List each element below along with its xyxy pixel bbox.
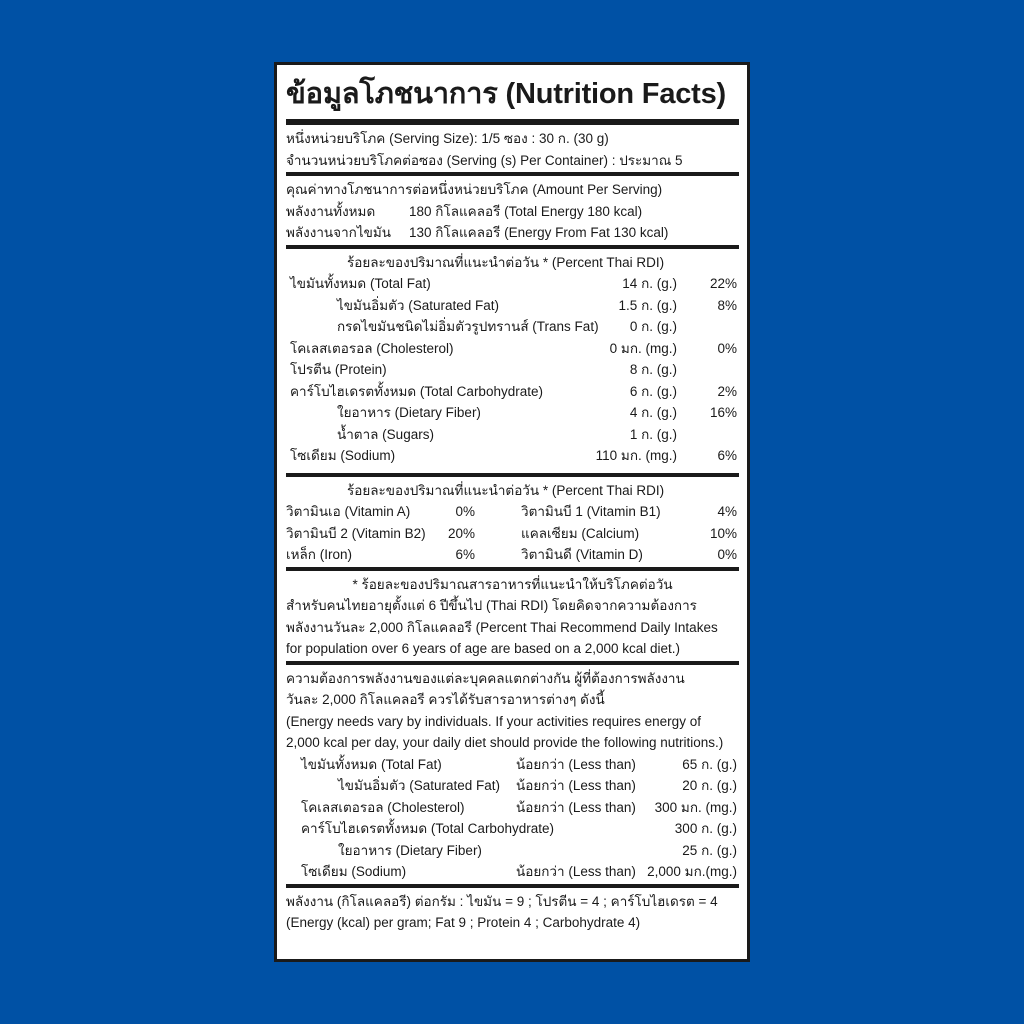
nutrient-row — [286, 402, 739, 424]
cell-text: 2,000 kcal per day, your daily diet should provide the following nutritions.) — [286, 735, 724, 750]
cell-text: วิตามินบี 1 (Vitamin B1) — [521, 504, 661, 519]
cell-text: (Energy needs vary by individuals. If your activities requires energy of — [286, 713, 701, 729]
cell-text: ร้อยละของปริมาณที่แนะนำต่อวัน * (Percent Thai RDI) — [347, 254, 665, 270]
footnote-line — [286, 574, 739, 596]
limit-row — [286, 818, 739, 840]
rdi-heading — [286, 480, 739, 502]
cell-text: 1 ก. (g.) — [629, 426, 677, 442]
cell-text: 1.5 ก. (g.) — [618, 297, 677, 313]
divider — [286, 567, 739, 571]
divider — [286, 473, 739, 477]
footnote-line — [286, 617, 739, 639]
cell-text: พลังงาน (กิโลแคลอรี) ต่อกรัม : ไขมัน = 9 ; โปรตีน = 4 ; คาร์โบไฮเดรต = 4 — [286, 893, 718, 909]
cell-text: 10% — [709, 525, 737, 541]
fat-energy-label: พลังงานจากไขมัน — [286, 225, 391, 240]
cell-text: ใยอาหาร (Dietary Fiber) — [338, 842, 482, 858]
cell-text: จำนวนหน่วยบริโภคต่อซอง (Serving (s) Per Container) : ประมาณ 5 — [286, 152, 683, 168]
limit-row — [286, 861, 739, 883]
rdi-heading — [286, 252, 739, 274]
vitamin-row — [286, 501, 739, 523]
cell-text: 0 มก. (mg.) — [609, 340, 677, 356]
cell-text: คุณค่าทางโภชนาการต่อหนึ่งหน่วยบริโภค (Amount Per Serving) — [286, 182, 663, 197]
cell-text: 300 ก. (g.) — [674, 821, 737, 836]
vitamin-row — [286, 544, 739, 566]
cell-text: 65 ก. (g.) — [682, 756, 737, 772]
cell-text: ไขมันอิ่มตัว (Saturated Fat) — [337, 297, 500, 313]
cell-text: น้อยกว่า (Less than) — [516, 864, 636, 879]
divider — [286, 661, 739, 665]
energy-per-gram-line — [286, 891, 739, 913]
serving-size — [286, 128, 739, 150]
cell-text: ไขมันทั้งหมด (Total Fat) — [301, 756, 442, 772]
cell-text: วิตามินเอ (Vitamin A) — [286, 504, 411, 519]
cell-text: 2,000 มก.(mg.) — [647, 864, 737, 879]
cell-text: 25 ก. (g.) — [682, 842, 737, 858]
cell-text: 300 มก. (mg.) — [654, 799, 737, 815]
nutrient-row — [286, 273, 739, 295]
label-title: ข้อมูลโภชนาการ (Nutrition Facts) — [286, 78, 727, 110]
cell-text: โคเลสเตอรอล (Cholesterol) — [290, 340, 454, 356]
cell-text: โซเดียม (Sodium) — [301, 864, 407, 879]
total-energy-value: 180 กิโลแคลอรี (Total Energy 180 kcal) — [409, 203, 643, 219]
cell-text: 4% — [717, 504, 737, 519]
footnote-line — [286, 638, 739, 660]
divider — [286, 119, 739, 125]
divider — [286, 884, 739, 888]
servings-per-container — [286, 150, 739, 172]
cell-text: 0% — [717, 340, 737, 356]
cell-text: 20 ก. (g.) — [682, 778, 737, 793]
cell-text: ไขมันอิ่มตัว (Saturated Fat) — [338, 778, 501, 793]
cell-text: for population over 6 years of age are based on a 2,000 kcal diet.) — [286, 641, 681, 656]
needs-text-line — [286, 668, 739, 690]
fat-energy-value: 130 กิโลแคลอรี (Energy From Fat 130 kcal) — [409, 225, 669, 240]
footnote-line — [286, 595, 739, 617]
cell-text: น้อยกว่า (Less than) — [516, 799, 636, 815]
cell-text: พลังงานวันละ 2,000 กิโลแคลอรี (Percent Thai Recommend Daily Intakes — [286, 619, 718, 635]
cell-text: 0% — [455, 504, 475, 519]
needs-text-line — [286, 711, 739, 733]
cell-text: โซเดียม (Sodium) — [290, 448, 396, 463]
energy-per-gram-line — [286, 912, 739, 934]
nutrient-row — [286, 359, 739, 381]
cell-text: วิตามินดี (Vitamin D) — [521, 547, 643, 562]
cell-text: 0 ก. (g.) — [629, 319, 677, 334]
cell-text: กรดไขมันชนิดไม่อิ่มตัวรูปทรานส์ (Trans Fat) — [337, 319, 599, 334]
nutrient-row — [286, 316, 739, 338]
cell-text: เหล็ก (Iron) — [286, 547, 352, 562]
nutrient-row — [286, 338, 739, 360]
vitamin-row — [286, 523, 739, 545]
needs-text-line — [286, 689, 739, 711]
cell-text: 110 มก. (mg.) — [595, 448, 677, 463]
cell-text: 2% — [717, 383, 737, 399]
cell-text: 8 ก. (g.) — [629, 362, 677, 377]
divider — [286, 172, 739, 176]
cell-text: * ร้อยละของปริมาณสารอาหารที่แนะนำให้บริโภคต่อวัน — [352, 576, 673, 592]
cell-text: ความต้องการพลังงานของแต่ละบุคคลแตกต่างกัน ผู้ที่ต้องการพลังงาน — [286, 670, 685, 686]
cell-text: โปรตีน (Protein) — [290, 362, 387, 377]
cell-text: 6% — [455, 547, 475, 562]
cell-text: 6 ก. (g.) — [629, 383, 677, 399]
needs-text-line — [286, 732, 739, 754]
cell-text: คาร์โบไฮเดรตทั้งหมด (Total Carbohydrate) — [290, 383, 543, 399]
cell-text: น้อยกว่า (Less than) — [516, 778, 636, 793]
cell-text: 6% — [717, 448, 737, 463]
cell-text: 20% — [447, 525, 475, 541]
cell-text: หนึ่งหน่วยบริโภค (Serving Size): 1/5 ซอง : 30 ก. (30 g) — [286, 131, 609, 146]
limit-row — [286, 797, 739, 819]
total-energy-label: พลังงานทั้งหมด — [286, 203, 376, 219]
cell-text: ร้อยละของปริมาณที่แนะนำต่อวัน * (Percent Thai RDI) — [347, 482, 665, 498]
cell-text: น้อยกว่า (Less than) — [516, 756, 636, 772]
cell-text: ใยอาหาร (Dietary Fiber) — [337, 405, 481, 420]
limit-row — [286, 775, 739, 797]
cell-text: 0% — [717, 547, 737, 562]
cell-text: น้ำตาล (Sugars) — [337, 426, 434, 442]
nutrient-row — [286, 381, 739, 403]
nutrient-row — [286, 424, 739, 446]
cell-text: วิตามินบี 2 (Vitamin B2) — [286, 525, 426, 541]
nutrient-row — [286, 445, 739, 467]
cell-text: 8% — [717, 297, 737, 313]
limit-row — [286, 754, 739, 776]
cell-text: โคเลสเตอรอล (Cholesterol) — [301, 799, 465, 815]
cell-text: 4 ก. (g.) — [629, 405, 677, 420]
cell-text: 16% — [709, 405, 737, 420]
cell-text: 22% — [709, 276, 737, 291]
cell-text: คาร์โบไฮเดรตทั้งหมด (Total Carbohydrate) — [301, 821, 554, 836]
cell-text: 14 ก. (g.) — [622, 276, 677, 291]
cell-text: ไขมันทั้งหมด (Total Fat) — [290, 276, 431, 291]
amount-heading — [286, 179, 739, 201]
divider — [286, 245, 739, 249]
cell-text: (Energy (kcal) per gram; Fat 9 ; Protein 4 ; Carbohydrate 4) — [286, 915, 641, 930]
cell-text: แคลเซียม (Calcium) — [521, 525, 640, 541]
fat-energy-row — [286, 222, 739, 244]
nutrient-row — [286, 295, 739, 317]
total-energy-row — [286, 201, 739, 223]
limit-row — [286, 840, 739, 862]
cell-text: สำหรับคนไทยอายุตั้งแต่ 6 ปีขึ้นไป (Thai RDI) โดยคิดจากความต้องการ — [286, 598, 697, 613]
cell-text: วันละ 2,000 กิโลแคลอรี ควรได้รับสารอาหารต่างๆ ดังนี้ — [286, 692, 605, 707]
nutrition-facts-label — [274, 62, 750, 962]
